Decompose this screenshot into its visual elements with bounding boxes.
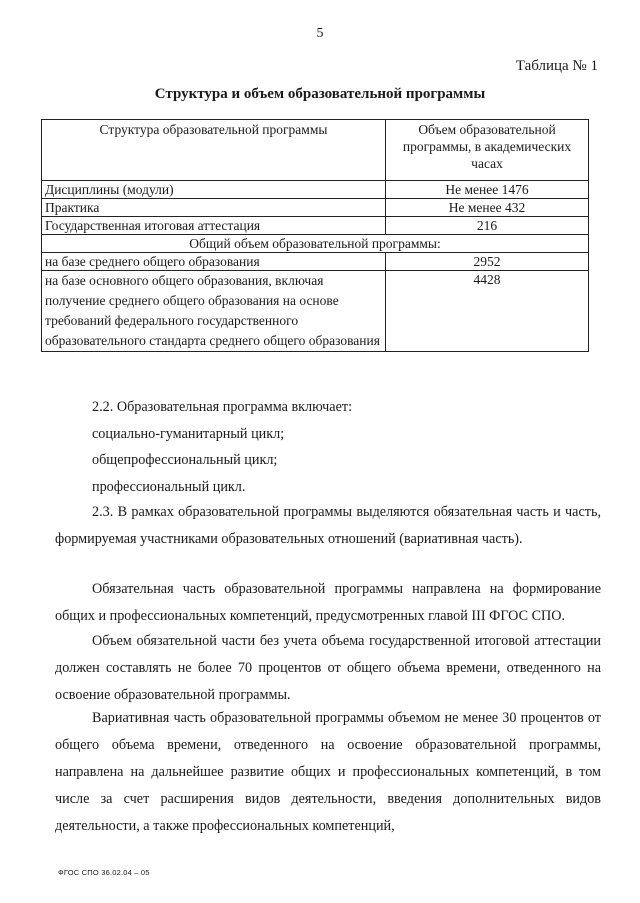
row-label: Дисциплины (модули) — [42, 181, 386, 199]
table-title: Структура и объем образовательной программы — [154, 86, 486, 102]
paragraph-2-2: 2.2. Образовательная программа включает: — [92, 399, 353, 415]
total-volume-heading: Общий объем образовательной программы: — [42, 235, 589, 253]
paragraph-variative: Вариативная часть образовательной программы объемом не менее 30 процентов от общего объема времени, отведенного на освоение образовательной программы, направлена на дальнейшее развитие общих и профессиональных компетенций, в том числе за счет расширения видов деятельности, введения дополнительных видов деятельности, а также профессиональных компетенций, — [55, 710, 601, 834]
row-label: Практика — [42, 199, 386, 217]
row-label: на базе основного общего образования, включая получение среднего общего образования на основе требований федерального государственного образовательного стандарта среднего общего образования — [42, 271, 386, 352]
row-label: на базе среднего общего образования — [42, 253, 386, 271]
row-value: Не менее 432 — [386, 199, 589, 217]
paragraph-2-3: 2.3. В рамках образовательной программы выделяются обязательная часть и часть, формируемая участниками образовательных отношений (вариативная часть). — [55, 504, 601, 547]
row-value: Не менее 1476 — [386, 181, 589, 199]
paragraph-mandatory: Обязательная часть образовательной программы направлена на формирование общих и профессиональных компетенций, предусмотренных главой III ФГОС СПО. — [55, 581, 601, 624]
table-span-row — [42, 235, 589, 253]
row-value: 4428 — [386, 271, 589, 352]
cycle-item: профессиональный цикл. — [92, 479, 246, 495]
table-label: Таблица № 1 — [515, 58, 598, 74]
row-label: Государственная итоговая аттестация — [42, 217, 386, 235]
paragraph-volume: Объем обязательной части без учета объема государственной итоговой аттестации должен составлять не более 70 процентов от общего объема времени, отведенного на освоение образовательной программы. — [55, 633, 601, 703]
row-value: 2952 — [386, 253, 589, 271]
cycle-item: общепрофессиональный цикл; — [92, 452, 278, 468]
structure-table — [41, 119, 589, 352]
table-row — [42, 217, 589, 235]
table-row — [42, 271, 589, 352]
page-number: 5 — [316, 26, 324, 41]
header-volume: Объем образовательной программы, в академических часах — [386, 120, 589, 181]
table-row — [42, 199, 589, 217]
table-row — [42, 181, 589, 199]
footer-code: ФГОС СПО 36.02.04 – 05 — [58, 868, 150, 877]
table-header-row — [42, 120, 589, 181]
header-structure: Структура образовательной программы — [42, 120, 386, 181]
cycle-item: социально-гуманитарный цикл; — [92, 426, 285, 442]
row-value: 216 — [386, 217, 589, 235]
table-row — [42, 253, 589, 271]
